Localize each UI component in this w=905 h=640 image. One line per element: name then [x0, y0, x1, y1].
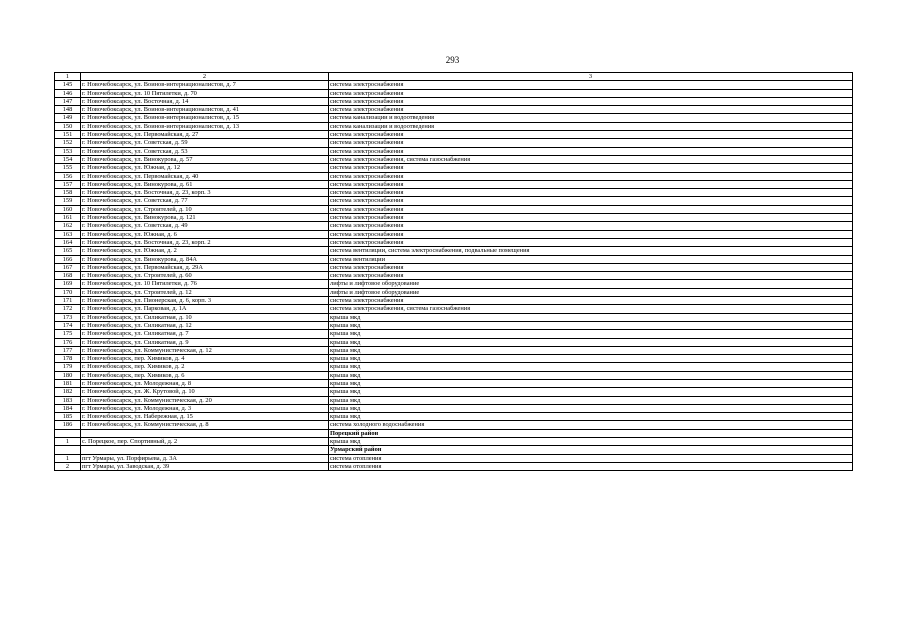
address-cell: г. Новочебоксарск, ул. 10 Пятилетки, д. 70: [81, 89, 329, 97]
section-row-poretsky: [55, 429, 853, 437]
row-number-cell: 175: [55, 330, 81, 338]
address-cell: г. Новочебоксарск, ул. Винокурова, д. 57: [81, 155, 329, 163]
work-type-cell: крыша мкд: [329, 313, 853, 321]
table-row: [55, 164, 853, 172]
address-cell: г. Новочебоксарск, ул. Пионерская, д. 6, корп. 3: [81, 297, 329, 305]
address-cell: г. Новочебоксарск, ул. Восточная, д. 14: [81, 97, 329, 105]
row-number-cell: 173: [55, 313, 81, 321]
row-number-cell: 161: [55, 214, 81, 222]
table-row: [55, 280, 853, 288]
table-row: [55, 81, 853, 89]
row-number-cell: 184: [55, 404, 81, 412]
row-number-cell: 166: [55, 255, 81, 263]
section-empty-cell: [55, 429, 81, 437]
work-type-cell: система электроснабжения: [329, 180, 853, 188]
table-row: [55, 122, 853, 130]
table-row: [55, 180, 853, 188]
work-type-cell: система отопления: [329, 454, 853, 462]
work-type-cell: крыша мкд: [329, 330, 853, 338]
address-cell: г. Новочебоксарск, ул. Советская, д. 77: [81, 197, 329, 205]
work-type-cell: крыша мкд: [329, 438, 853, 446]
work-type-cell: лифты и лифтовое оборудование: [329, 280, 853, 288]
section-empty-cell: [81, 429, 329, 437]
table-row: [55, 297, 853, 305]
address-cell: г. Новочебоксарск, ул. Винокурова, д. 121: [81, 214, 329, 222]
row-number-cell: 1: [55, 454, 81, 462]
header-cell-number: 1: [55, 73, 81, 81]
address-cell: г. Новочебоксарск, ул. Парковая, д. 1А: [81, 305, 329, 313]
work-type-cell: система электроснабжения: [329, 131, 853, 139]
work-type-cell: система электроснабжения: [329, 263, 853, 271]
row-number-cell: 1: [55, 438, 81, 446]
address-cell: г. Новочебоксарск, ул. Винокурова, д. 61: [81, 180, 329, 188]
row-number-cell: 158: [55, 189, 81, 197]
row-number-cell: 171: [55, 297, 81, 305]
table-row: [55, 255, 853, 263]
address-cell: г. Новочебоксарск, пер. Химиков, д. 4: [81, 355, 329, 363]
address-cell: г. Новочебоксарск, ул. Воинов-интернационалистов, д. 13: [81, 122, 329, 130]
row-number-cell: 179: [55, 363, 81, 371]
row-number-cell: 150: [55, 122, 81, 130]
work-type-cell: крыша мкд: [329, 404, 853, 412]
table-row: [55, 421, 853, 429]
section-empty-cell: [81, 446, 329, 454]
table-row: [55, 222, 853, 230]
row-number-cell: 146: [55, 89, 81, 97]
row-number-cell: 180: [55, 371, 81, 379]
work-type-cell: система электроснабжения: [329, 197, 853, 205]
work-type-cell: лифты и лифтовое оборудование: [329, 288, 853, 296]
table-row: [55, 363, 853, 371]
table-row: [55, 330, 853, 338]
table-row: [55, 189, 853, 197]
table-row: [55, 379, 853, 387]
row-number-cell: 149: [55, 114, 81, 122]
table-row: [55, 413, 853, 421]
row-number-cell: 165: [55, 247, 81, 255]
address-cell: г. Новочебоксарск, ул. 10 Пятилетки, д. 76: [81, 280, 329, 288]
table-row: [55, 214, 853, 222]
work-type-cell: крыша мкд: [329, 379, 853, 387]
address-cell: г. Новочебоксарск, ул. Молодежная, д. 3: [81, 404, 329, 412]
table-row: [55, 321, 853, 329]
section-title-urmarsky: Урмарский район: [329, 446, 853, 454]
work-type-cell: система электроснабжения: [329, 172, 853, 180]
table-row: [55, 346, 853, 354]
row-number-cell: 162: [55, 222, 81, 230]
work-type-cell: крыша мкд: [329, 321, 853, 329]
address-cell: г. Новочебоксарск, ул. Первомайская, д. 27: [81, 131, 329, 139]
table-row: [55, 106, 853, 114]
address-cell: г. Новочебоксарск, ул. Силикатная, д. 7: [81, 330, 329, 338]
work-type-cell: крыша мкд: [329, 338, 853, 346]
address-cell: г. Новочебоксарск, ул. Винокурова, д. 84А: [81, 255, 329, 263]
address-cell: с. Порецкое, пер. Спортивный, д. 2: [81, 438, 329, 446]
table-row: [55, 313, 853, 321]
address-cell: г. Новочебоксарск, ул. Южная, д. 12: [81, 164, 329, 172]
header-cell-address: 2: [81, 73, 329, 81]
address-cell: г. Новочебоксарск, ул. Первомайская, д. 40: [81, 172, 329, 180]
work-type-cell: крыша мкд: [329, 388, 853, 396]
work-type-cell: система электроснабжения: [329, 106, 853, 114]
row-number-cell: 183: [55, 396, 81, 404]
work-type-cell: система электроснабжения: [329, 81, 853, 89]
work-type-cell: система электроснабжения: [329, 147, 853, 155]
address-cell: г. Новочебоксарск, ул. Восточная, д. 23, корп. 2: [81, 238, 329, 246]
work-type-cell: система канализации и водоотведения: [329, 122, 853, 130]
address-cell: г. Новочебоксарск, ул. Коммунистическая, д. 20: [81, 396, 329, 404]
row-number-cell: 172: [55, 305, 81, 313]
table-row: [55, 139, 853, 147]
row-number-cell: 178: [55, 355, 81, 363]
table-row: [55, 263, 853, 271]
section-title-poretsky: Порецкий район: [329, 429, 853, 437]
table-row: [55, 305, 853, 313]
address-cell: г. Новочебоксарск, ул. Силикатная, д. 9: [81, 338, 329, 346]
row-number-cell: 151: [55, 131, 81, 139]
address-cell: пгт Урмары, ул. Заводская, д. 39: [81, 462, 329, 470]
address-cell: г. Новочебоксарск, ул. Первомайская, д. 29А: [81, 263, 329, 271]
address-cell: пгт Урмары, ул. Порфирьева, д. 3А: [81, 454, 329, 462]
table-row: [55, 338, 853, 346]
row-number-cell: 177: [55, 346, 81, 354]
work-list-table: [54, 72, 853, 471]
row-number-cell: 170: [55, 288, 81, 296]
table-row: [55, 97, 853, 105]
work-type-cell: система электроснабжения: [329, 297, 853, 305]
table-row: [55, 272, 853, 280]
row-number-cell: 164: [55, 238, 81, 246]
row-number-cell: 156: [55, 172, 81, 180]
row-number-cell: 186: [55, 421, 81, 429]
row-number-cell: 147: [55, 97, 81, 105]
address-cell: г. Новочебоксарск, ул. Восточная, д. 23, корп. 3: [81, 189, 329, 197]
address-cell: г. Новочебоксарск, пер. Химиков, д. 2: [81, 363, 329, 371]
row-number-cell: 176: [55, 338, 81, 346]
table-row: [55, 355, 853, 363]
address-cell: г. Новочебоксарск, ул. Воинов-интернационалистов, д. 41: [81, 106, 329, 114]
work-type-cell: крыша мкд: [329, 363, 853, 371]
work-type-cell: система электроснабжения, система газоснабжения: [329, 305, 853, 313]
work-type-cell: система электроснабжения: [329, 238, 853, 246]
work-type-cell: система электроснабжения: [329, 164, 853, 172]
row-number-cell: 174: [55, 321, 81, 329]
table-row: [55, 247, 853, 255]
address-cell: г. Новочебоксарск, ул. Силикатная, д. 12: [81, 321, 329, 329]
work-type-cell: система электроснабжения: [329, 189, 853, 197]
work-type-cell: система электроснабжения: [329, 230, 853, 238]
address-cell: г. Новочебоксарск, ул. Южная, д. 6: [81, 230, 329, 238]
table-row: [55, 462, 853, 470]
address-cell: г. Новочебоксарск, ул. Молодежная, д. 8: [81, 379, 329, 387]
work-type-cell: система электроснабжения: [329, 222, 853, 230]
work-type-cell: крыша мкд: [329, 396, 853, 404]
work-type-cell: система электроснабжения: [329, 97, 853, 105]
table-row: [55, 131, 853, 139]
address-cell: г. Новочебоксарск, ул. Строителей, д. 60: [81, 272, 329, 280]
header-cell-work-type: 3: [329, 73, 853, 81]
section-empty-cell: [55, 446, 81, 454]
table-row: [55, 147, 853, 155]
row-number-cell: 169: [55, 280, 81, 288]
table-row: [55, 197, 853, 205]
table-row: [55, 238, 853, 246]
work-type-cell: крыша мкд: [329, 371, 853, 379]
address-cell: г. Новочебоксарск, ул. Воинов-интернационалистов, д. 15: [81, 114, 329, 122]
work-type-cell: крыша мкд: [329, 413, 853, 421]
work-type-cell: система электроснабжения: [329, 139, 853, 147]
address-cell: г. Новочебоксарск, ул. Советская, д. 53: [81, 147, 329, 155]
address-cell: г. Новочебоксарск, ул. Южная, д. 2: [81, 247, 329, 255]
address-cell: г. Новочебоксарск, ул. Воинов-интернационалистов, д. 7: [81, 81, 329, 89]
address-cell: г. Новочебоксарск, ул. Строителей, д. 12: [81, 288, 329, 296]
address-cell: г. Новочебоксарск, ул. Коммунистическая, д. 8: [81, 421, 329, 429]
table-row: [55, 205, 853, 213]
address-cell: г. Новочебоксарск, ул. Ж. Крутовой, д. 10: [81, 388, 329, 396]
address-cell: г. Новочебоксарск, ул. Советская, д. 59: [81, 139, 329, 147]
row-number-cell: 153: [55, 147, 81, 155]
work-type-cell: система электроснабжения, система газоснабжения: [329, 155, 853, 163]
work-type-cell: система электроснабжения: [329, 205, 853, 213]
address-cell: г. Новочебоксарск, ул. Силикатная, д. 10: [81, 313, 329, 321]
section-row-urmarsky: [55, 446, 853, 454]
table-row: [55, 230, 853, 238]
row-number-cell: 145: [55, 81, 81, 89]
table-row: [55, 396, 853, 404]
row-number-cell: 185: [55, 413, 81, 421]
address-cell: г. Новочебоксарск, ул. Строителей, д. 10: [81, 205, 329, 213]
table-row: [55, 155, 853, 163]
row-number-cell: 155: [55, 164, 81, 172]
address-cell: г. Новочебоксарск, ул. Советская, д. 49: [81, 222, 329, 230]
work-type-cell: система вентиляции, система электроснабжения, подвальные помещения: [329, 247, 853, 255]
row-number-cell: 152: [55, 139, 81, 147]
table-row: [55, 454, 853, 462]
table-row: [55, 172, 853, 180]
table-row: [55, 371, 853, 379]
row-number-cell: 168: [55, 272, 81, 280]
work-type-cell: система холодного водоснабжения: [329, 421, 853, 429]
row-number-cell: 157: [55, 180, 81, 188]
address-cell: г. Новочебоксарск, ул. Коммунистическая, д. 12: [81, 346, 329, 354]
row-number-cell: 163: [55, 230, 81, 238]
row-number-cell: 181: [55, 379, 81, 387]
table-row: [55, 404, 853, 412]
table-body: [55, 73, 853, 471]
address-cell: г. Новочебоксарск, ул. Набережная, д. 15: [81, 413, 329, 421]
table-row: [55, 114, 853, 122]
table-row: [55, 89, 853, 97]
table-row: [55, 438, 853, 446]
work-type-cell: система отопления: [329, 462, 853, 470]
work-type-cell: система вентиляции: [329, 255, 853, 263]
row-number-cell: 167: [55, 263, 81, 271]
page-number: 293: [445, 55, 460, 65]
table-row: [55, 388, 853, 396]
address-cell: г. Новочебоксарск, пер. Химиков, д. 6: [81, 371, 329, 379]
row-number-cell: 148: [55, 106, 81, 114]
work-type-cell: система электроснабжения: [329, 272, 853, 280]
work-type-cell: система электроснабжения: [329, 214, 853, 222]
row-number-cell: 160: [55, 205, 81, 213]
work-type-cell: крыша мкд: [329, 355, 853, 363]
row-number-cell: 159: [55, 197, 81, 205]
work-type-cell: система канализации и водоотведения: [329, 114, 853, 122]
work-type-cell: система электроснабжения: [329, 89, 853, 97]
table-row: [55, 288, 853, 296]
header-row: [55, 73, 853, 81]
work-type-cell: крыша мкд: [329, 346, 853, 354]
row-number-cell: 154: [55, 155, 81, 163]
row-number-cell: 2: [55, 462, 81, 470]
row-number-cell: 182: [55, 388, 81, 396]
